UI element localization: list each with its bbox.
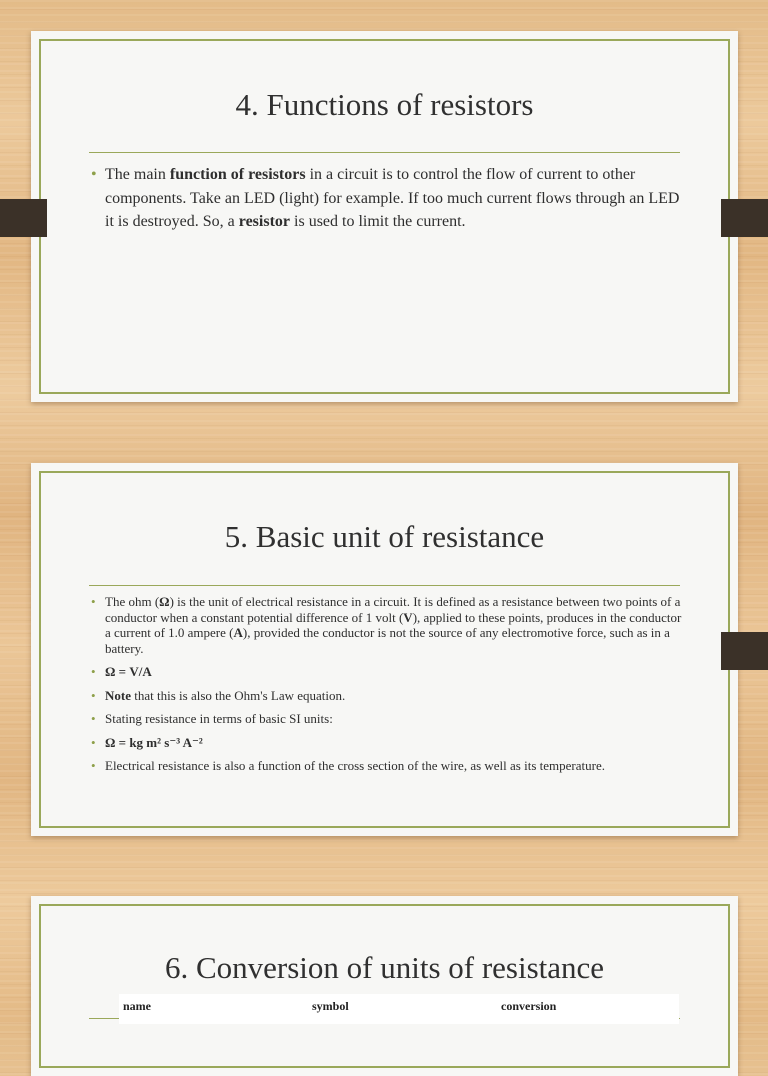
slide-1 <box>31 31 738 402</box>
right-tab-marker <box>721 199 768 237</box>
text-run: is used to limit the current. <box>290 213 466 230</box>
bold-text: V <box>403 609 413 625</box>
bullet-item <box>91 711 688 727</box>
title-divider <box>89 585 680 586</box>
table-header-symbol: symbol <box>312 999 349 1013</box>
text-run: that this is also the Ohm's Law equation. <box>131 687 346 703</box>
bullet-list <box>91 594 688 782</box>
bullet-item <box>91 664 688 680</box>
title-divider <box>89 152 680 153</box>
text-run: ) is the unit of electrical resistance in a circuit. It is defined as a resistance between two points of a conductor when a constant potential difference of 1 volt ( <box>105 594 681 625</box>
right-tab-marker <box>721 632 768 670</box>
text-run: ), provided the conductor is not the source of any electromotive force, such as in a battery. <box>105 625 670 656</box>
bold-text: Ω <box>159 594 170 609</box>
bullet-item <box>91 594 688 656</box>
text-run: in a circuit is to control the flow of current to other components. Take an LED (light) for example. If too much current flows through an LED it is destroyed. So, a <box>105 166 680 230</box>
bold-text: resistor <box>238 213 291 230</box>
bullet-item <box>91 163 688 234</box>
slide-title: 6. Conversion of units of resistance <box>164 950 605 985</box>
text-run: ), applied to these points, produces in the conductor a current of 1.0 ampere ( <box>105 609 682 640</box>
bold-text: A <box>233 625 243 640</box>
bold-text: Note <box>105 687 131 703</box>
text-run: The ohm ( <box>105 594 160 609</box>
bold-text: function of resistors <box>169 166 306 183</box>
text-run: Electrical resistance is also a function of the cross section of the wire, as well as its temperature. <box>105 758 605 773</box>
bullet-item <box>91 735 688 751</box>
text-run: Stating resistance in terms of basic SI units: <box>105 711 333 726</box>
slide-border <box>39 904 730 1068</box>
conversion-table <box>119 994 679 1024</box>
slide-title: 5. Basic unit of resistance <box>224 519 545 554</box>
bullet-item <box>91 758 688 774</box>
table-header-conversion: conversion <box>501 999 557 1013</box>
bullet-item <box>91 688 688 704</box>
left-tab-marker <box>0 199 47 237</box>
slide-3 <box>31 896 738 1076</box>
bullet-list <box>91 163 688 234</box>
slide-title: 4. Functions of resistors <box>235 87 534 122</box>
table-header-name: name <box>123 999 151 1013</box>
text-run: The main <box>105 166 170 183</box>
slide-2 <box>31 463 738 836</box>
bold-text: Ω = kg m² s⁻³ A⁻² <box>105 734 203 750</box>
bold-text: Ω = V/A <box>105 664 152 679</box>
